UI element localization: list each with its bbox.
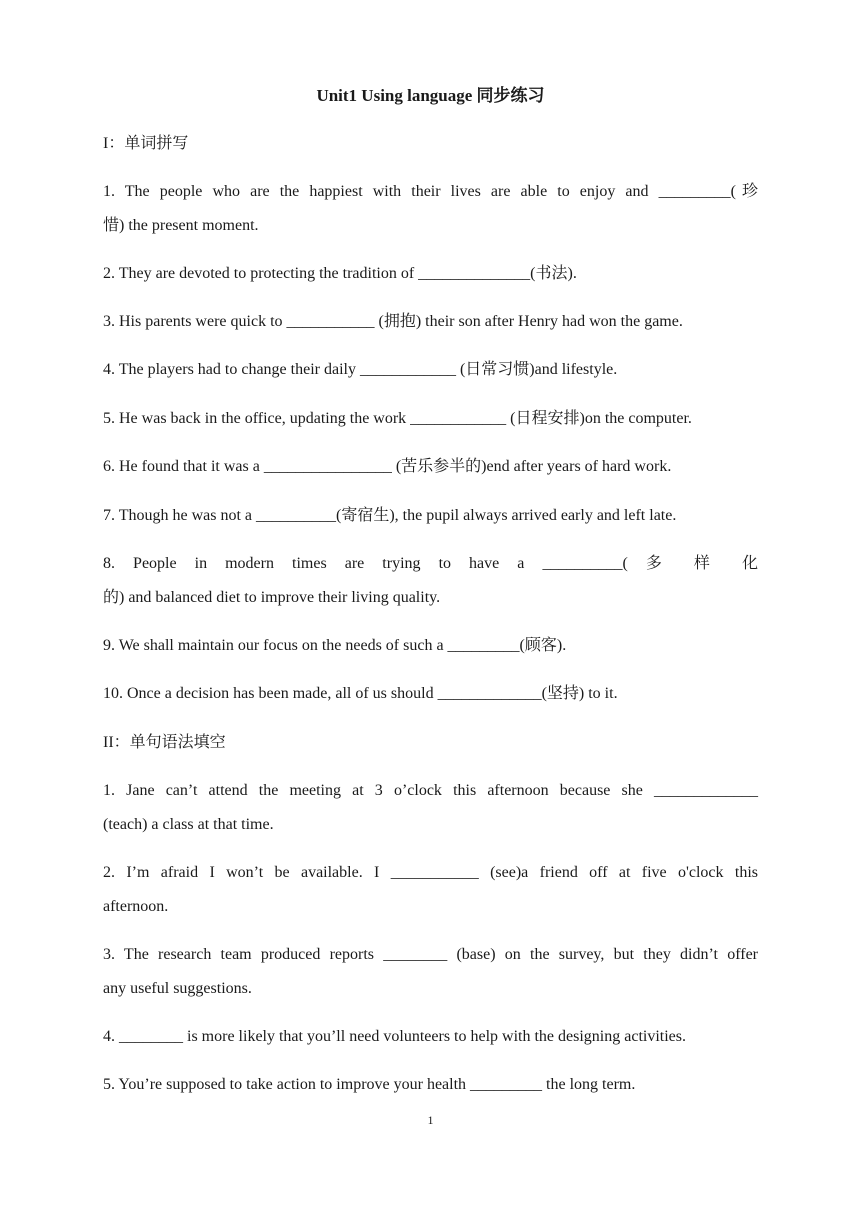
question-1-10: 10. Once a decision has been made, all of us should _____________(坚持) to it. [103,685,618,702]
question-2-2-line-1: 2. I’m afraid I won’t be available. I ___________ (see)a friend off at five o'clock this [103,864,758,881]
section-heading-grammar-fill: II：单句语法填空 [103,734,226,751]
question-1-1-line-2: 惜) the present moment. [103,217,259,234]
question-2-2-line-2: afternoon. [103,898,169,915]
question-1-2: 2. They are devoted to protecting the tradition of ______________(书法). [103,265,577,282]
question-2-1-line-2: (teach) a class at that time. [103,816,274,833]
question-1-7: 7. Though he was not a __________(寄宿生), the pupil always arrived early and left late. [103,507,677,524]
question-2-3-line-1: 3. The research team produced reports ________ (base) on the survey, but they didn’t offer [103,946,758,963]
question-1-6: 6. He found that it was a ________________ (苦乐参半的)end after years of hard work. [103,458,672,475]
question-1-4: 4. The players had to change their daily ____________ (日常习惯)and lifestyle. [103,361,618,378]
question-2-4: 4. ________ is more likely that you’ll need volunteers to help with the designing activities. [103,1028,687,1045]
question-1-1-line-1: 1. The people who are the happiest with their lives are able to enjoy and _________(珍 [103,183,758,200]
question-2-3-line-2: any useful suggestions. [103,980,252,997]
page-number: 1 [427,1113,434,1127]
question-1-8-line-1: 8. People in modern times are trying to have a __________( 多 样 化 [103,555,758,572]
question-1-9: 9. We shall maintain our focus on the needs of such a _________(顾客). [103,637,567,654]
section-heading-word-spelling: I：单词拼写 [103,135,189,152]
document-title: Unit1 Using language 同步练习 [316,86,545,105]
question-1-3: 3. His parents were quick to ___________ (拥抱) their son after Henry had won the game. [103,313,683,330]
question-1-8-line-2: 的) and balanced diet to improve their living quality. [103,589,441,606]
question-2-5: 5. You’re supposed to take action to improve your health _________ the long term. [103,1076,636,1093]
question-2-1-line-1: 1. Jane can’t attend the meeting at 3 o’clock this afternoon because she _____________ [103,782,758,799]
question-1-5: 5. He was back in the office, updating the work ____________ (日程安排)on the computer. [103,410,692,427]
